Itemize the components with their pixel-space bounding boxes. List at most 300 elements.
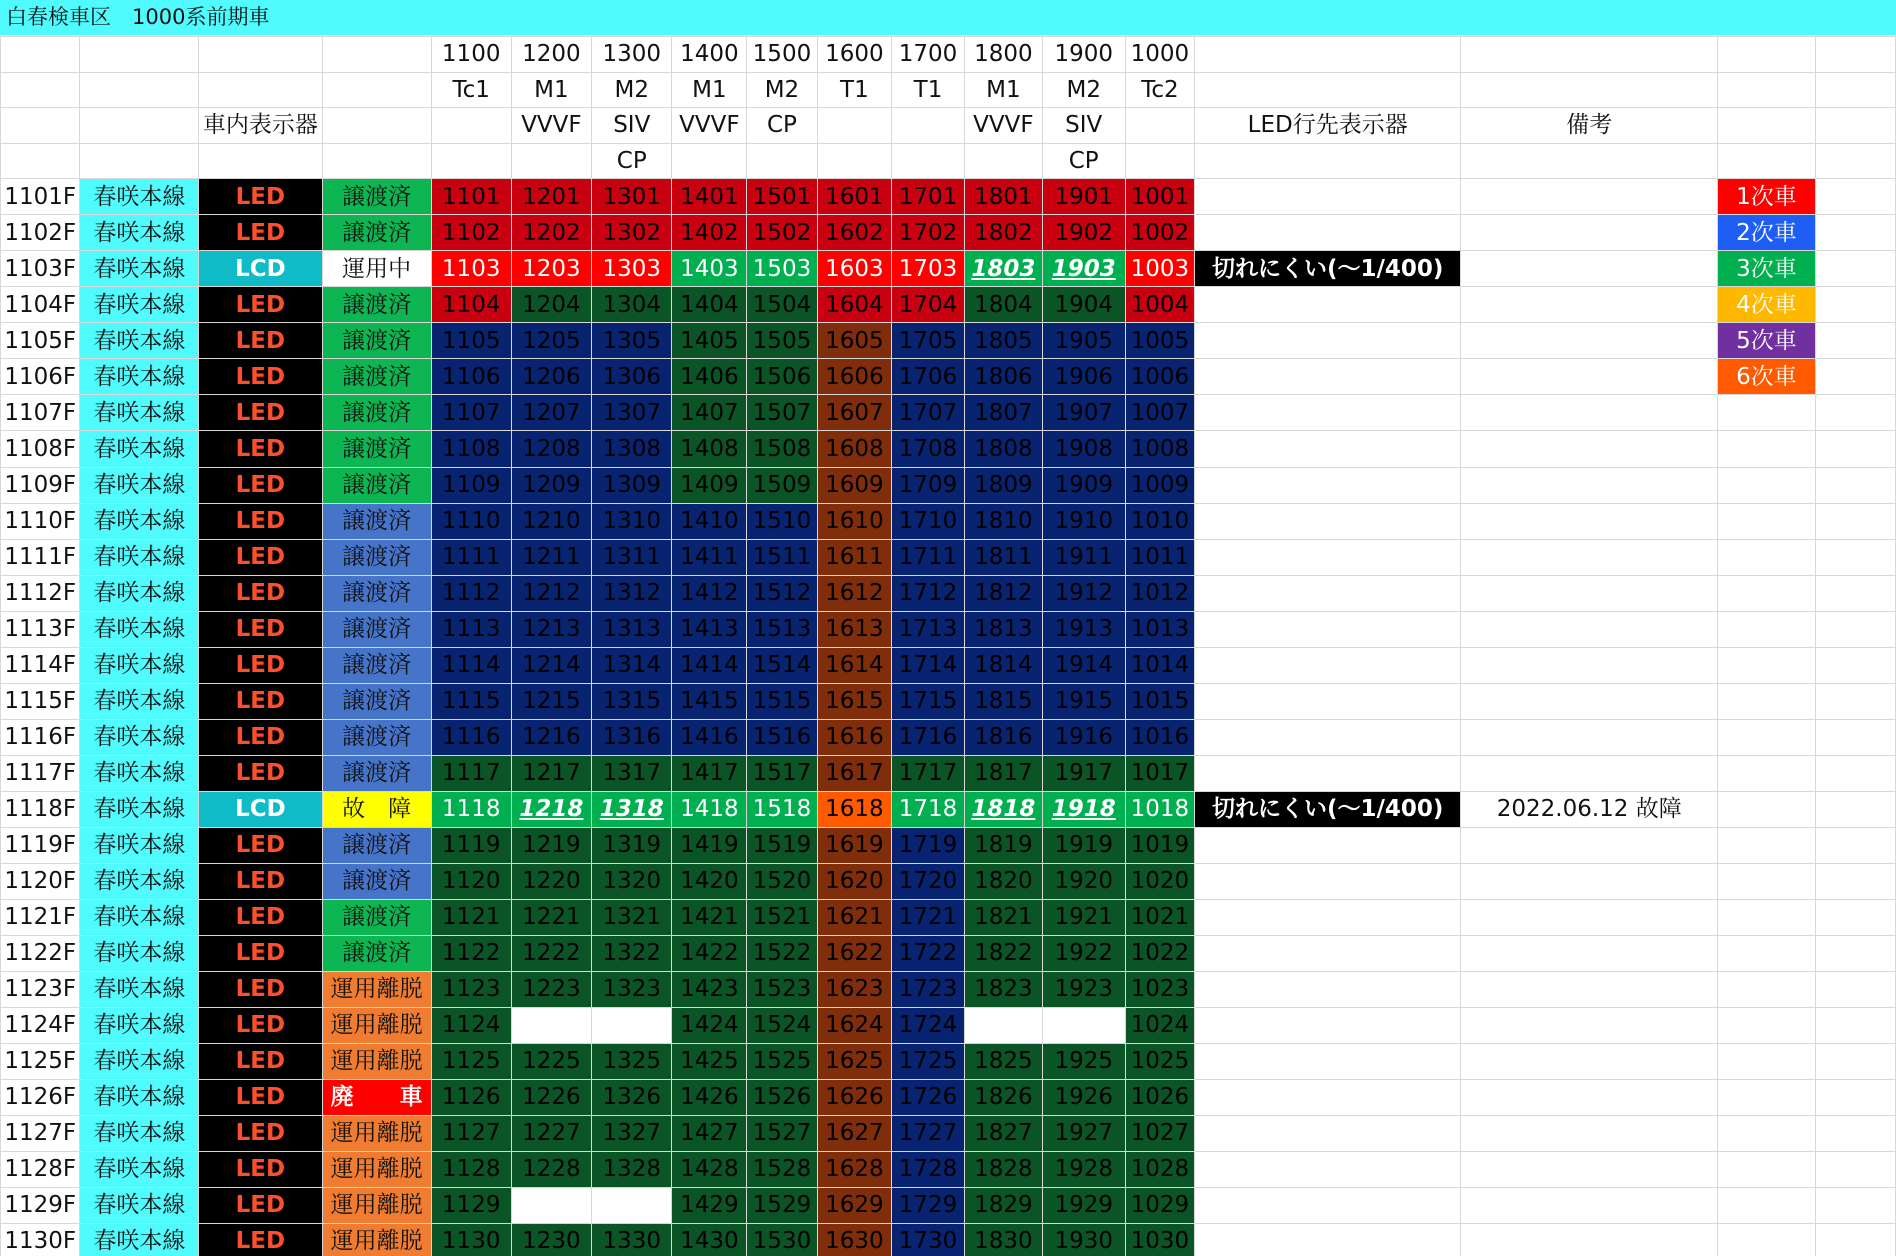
empty-cell bbox=[1815, 935, 1895, 971]
status-badge: 譲渡済 bbox=[322, 467, 431, 503]
line-name: 春咲本線 bbox=[80, 539, 199, 575]
car-number-cell: 1107 bbox=[431, 395, 511, 431]
empty-cell bbox=[1815, 1043, 1895, 1079]
display-type-badge: LED bbox=[199, 179, 322, 215]
car-number-cell: 1323 bbox=[592, 971, 672, 1007]
car-number-cell: 1704 bbox=[892, 287, 965, 323]
display-type-badge: LED bbox=[199, 575, 322, 611]
legend-empty-cell bbox=[1718, 1079, 1815, 1115]
header-empty-cell bbox=[1718, 108, 1815, 144]
car-number-cell: 1919 bbox=[1042, 827, 1125, 863]
car-number-cell: 1115 bbox=[431, 683, 511, 719]
car-number-cell: 1524 bbox=[747, 1007, 817, 1043]
car-number-cell: 1318 bbox=[592, 791, 672, 827]
line-name: 春咲本線 bbox=[80, 503, 199, 539]
car-number-cell: 1011 bbox=[1125, 539, 1195, 575]
legend-swatch: 1次車 bbox=[1718, 179, 1815, 215]
status-badge: 故 障 bbox=[322, 791, 431, 827]
car-number-cell: 1729 bbox=[892, 1187, 965, 1223]
header-car-cell: SIV bbox=[1042, 108, 1125, 144]
table-row bbox=[1, 359, 1896, 395]
car-number-cell: 1116 bbox=[431, 719, 511, 755]
legend-empty-cell bbox=[1718, 431, 1815, 467]
car-number-cell: 1716 bbox=[892, 719, 965, 755]
car-number-cell: 1206 bbox=[511, 359, 591, 395]
car-number-cell: 1816 bbox=[964, 719, 1042, 755]
header-car-cell bbox=[1125, 108, 1195, 144]
display-type-badge: LED bbox=[199, 539, 322, 575]
table-row bbox=[1, 791, 1896, 827]
header-car-cell bbox=[892, 143, 965, 179]
car-number-cell: 1709 bbox=[892, 467, 965, 503]
car-number-cell: 1126 bbox=[431, 1079, 511, 1115]
line-name: 春咲本線 bbox=[80, 215, 199, 251]
car-number-cell: 1717 bbox=[892, 755, 965, 791]
display-type-badge: LCD bbox=[199, 251, 322, 287]
legend-empty-cell bbox=[1718, 611, 1815, 647]
header-row bbox=[1, 143, 1896, 179]
car-number-cell: 1201 bbox=[511, 179, 591, 215]
header-car-cell: VVVF bbox=[964, 108, 1042, 144]
car-number-cell: 1628 bbox=[817, 1151, 891, 1187]
led-dest-note bbox=[1195, 827, 1461, 863]
remarks-note bbox=[1461, 179, 1718, 215]
car-number-cell: 1026 bbox=[1125, 1079, 1195, 1115]
car-number-cell: 1308 bbox=[592, 431, 672, 467]
car-number-cell: 1711 bbox=[892, 539, 965, 575]
line-name: 春咲本線 bbox=[80, 791, 199, 827]
car-number-cell: 1812 bbox=[964, 575, 1042, 611]
car-number-cell: 1727 bbox=[892, 1115, 965, 1151]
header-car-cell bbox=[817, 108, 891, 144]
led-dest-note bbox=[1195, 575, 1461, 611]
formation-id: 1107F bbox=[1, 395, 80, 431]
car-number-cell: 1420 bbox=[672, 863, 747, 899]
led-dest-note bbox=[1195, 647, 1461, 683]
formation-id: 1130F bbox=[1, 1223, 80, 1256]
led-dest-note bbox=[1195, 503, 1461, 539]
formation-id: 1128F bbox=[1, 1151, 80, 1187]
header-empty-cell bbox=[1195, 143, 1461, 179]
line-name: 春咲本線 bbox=[80, 1151, 199, 1187]
table-row bbox=[1, 827, 1896, 863]
car-number-cell: 1405 bbox=[672, 323, 747, 359]
car-number-cell: 1606 bbox=[817, 359, 891, 395]
remarks-note bbox=[1461, 359, 1718, 395]
header-empty-cell bbox=[80, 108, 199, 144]
car-number-cell: 1621 bbox=[817, 899, 891, 935]
line-name: 春咲本線 bbox=[80, 899, 199, 935]
table-row bbox=[1, 863, 1896, 899]
car-number-cell: 1208 bbox=[511, 431, 591, 467]
empty-cell bbox=[1815, 539, 1895, 575]
car-number-cell: 1001 bbox=[1125, 179, 1195, 215]
status-badge: 譲渡済 bbox=[322, 359, 431, 395]
line-name: 春咲本線 bbox=[80, 683, 199, 719]
formation-id: 1116F bbox=[1, 719, 80, 755]
table-row bbox=[1, 935, 1896, 971]
car-number-cell: 1104 bbox=[431, 287, 511, 323]
car-number-cell: 1609 bbox=[817, 467, 891, 503]
title-bar bbox=[0, 0, 1896, 35]
car-number-cell: 1601 bbox=[817, 179, 891, 215]
led-dest-header: LED行先表示器 bbox=[1195, 108, 1461, 144]
car-number-cell: 1527 bbox=[747, 1115, 817, 1151]
car-number-cell: 1122 bbox=[431, 935, 511, 971]
car-number-cell bbox=[592, 1187, 672, 1223]
header-empty-cell bbox=[199, 143, 322, 179]
header-car-cell: 1700 bbox=[892, 37, 965, 73]
formation-id: 1129F bbox=[1, 1187, 80, 1223]
car-number-cell: 1912 bbox=[1042, 575, 1125, 611]
line-name: 春咲本線 bbox=[80, 935, 199, 971]
header-empty-cell bbox=[1, 37, 80, 73]
car-number-cell: 1328 bbox=[592, 1151, 672, 1187]
display-type-badge: LED bbox=[199, 611, 322, 647]
legend-swatch: 6次車 bbox=[1718, 359, 1815, 395]
line-name: 春咲本線 bbox=[80, 431, 199, 467]
car-number-cell: 1519 bbox=[747, 827, 817, 863]
car-number-cell: 1827 bbox=[964, 1115, 1042, 1151]
car-number-cell: 1902 bbox=[1042, 215, 1125, 251]
car-number-cell: 1626 bbox=[817, 1079, 891, 1115]
header-car-cell: T1 bbox=[817, 72, 891, 108]
car-number-cell: 1627 bbox=[817, 1115, 891, 1151]
header-car-cell: 1500 bbox=[747, 37, 817, 73]
display-type-badge: LED bbox=[199, 1151, 322, 1187]
header-empty-cell bbox=[1195, 37, 1461, 73]
header-car-cell: SIV bbox=[592, 108, 672, 144]
car-number-cell: 1730 bbox=[892, 1223, 965, 1256]
empty-cell bbox=[1815, 287, 1895, 323]
car-number-cell: 1401 bbox=[672, 179, 747, 215]
car-number-cell: 1723 bbox=[892, 971, 965, 1007]
header-car-cell: 1800 bbox=[964, 37, 1042, 73]
car-number-cell: 1316 bbox=[592, 719, 672, 755]
formation-id: 1117F bbox=[1, 755, 80, 791]
car-number-cell: 1714 bbox=[892, 647, 965, 683]
car-number-cell: 1513 bbox=[747, 611, 817, 647]
car-number-cell: 1512 bbox=[747, 575, 817, 611]
empty-cell bbox=[1815, 1115, 1895, 1151]
car-number-cell: 1804 bbox=[964, 287, 1042, 323]
remarks-note bbox=[1461, 611, 1718, 647]
formation-id: 1121F bbox=[1, 899, 80, 935]
car-number-cell: 1327 bbox=[592, 1115, 672, 1151]
header-car-cell: CP bbox=[747, 108, 817, 144]
display-type-badge: LED bbox=[199, 215, 322, 251]
legend-empty-cell bbox=[1718, 1007, 1815, 1043]
display-type-badge: LED bbox=[199, 827, 322, 863]
table-row bbox=[1, 431, 1896, 467]
led-dest-note bbox=[1195, 539, 1461, 575]
legend-empty-cell bbox=[1718, 1187, 1815, 1223]
car-number-cell: 1501 bbox=[747, 179, 817, 215]
empty-cell bbox=[1815, 395, 1895, 431]
led-dest-note bbox=[1195, 683, 1461, 719]
car-number-cell: 1915 bbox=[1042, 683, 1125, 719]
car-number-cell: 1523 bbox=[747, 971, 817, 1007]
car-number-cell: 1124 bbox=[431, 1007, 511, 1043]
car-number-cell: 1020 bbox=[1125, 863, 1195, 899]
led-dest-note bbox=[1195, 719, 1461, 755]
car-number-cell: 1515 bbox=[747, 683, 817, 719]
car-number-cell: 1226 bbox=[511, 1079, 591, 1115]
car-number-cell: 1005 bbox=[1125, 323, 1195, 359]
car-number-cell: 1306 bbox=[592, 359, 672, 395]
line-name: 春咲本線 bbox=[80, 647, 199, 683]
line-name: 春咲本線 bbox=[80, 1007, 199, 1043]
header-car-cell: M1 bbox=[511, 72, 591, 108]
remarks-note bbox=[1461, 719, 1718, 755]
car-number-cell: 1818 bbox=[964, 791, 1042, 827]
car-number-cell: 1202 bbox=[511, 215, 591, 251]
car-number-cell: 1625 bbox=[817, 1043, 891, 1079]
car-number-cell: 1918 bbox=[1042, 791, 1125, 827]
led-dest-note bbox=[1195, 611, 1461, 647]
header-empty-cell bbox=[1815, 108, 1895, 144]
car-number-cell: 1424 bbox=[672, 1007, 747, 1043]
remarks-note bbox=[1461, 1115, 1718, 1151]
car-number-cell: 1428 bbox=[672, 1151, 747, 1187]
car-number-cell: 1929 bbox=[1042, 1187, 1125, 1223]
empty-cell bbox=[1815, 827, 1895, 863]
legend-empty-cell bbox=[1718, 575, 1815, 611]
table-row bbox=[1, 683, 1896, 719]
car-number-cell: 1809 bbox=[964, 467, 1042, 503]
display-type-badge: LED bbox=[199, 467, 322, 503]
header-car-cell bbox=[892, 108, 965, 144]
header-car-cell: T1 bbox=[892, 72, 965, 108]
header-car-cell: CP bbox=[1042, 143, 1125, 179]
formation-id: 1104F bbox=[1, 287, 80, 323]
car-number-cell: 1811 bbox=[964, 539, 1042, 575]
table-row bbox=[1, 755, 1896, 791]
status-badge: 譲渡済 bbox=[322, 575, 431, 611]
car-number-cell: 1528 bbox=[747, 1151, 817, 1187]
remarks-note bbox=[1461, 971, 1718, 1007]
car-number-cell: 1517 bbox=[747, 755, 817, 791]
car-number-cell: 1806 bbox=[964, 359, 1042, 395]
car-number-cell: 1321 bbox=[592, 899, 672, 935]
car-number-cell: 1612 bbox=[817, 575, 891, 611]
car-number-cell: 1030 bbox=[1125, 1223, 1195, 1256]
header-empty-cell bbox=[1, 108, 80, 144]
status-badge: 譲渡済 bbox=[322, 323, 431, 359]
line-name: 春咲本線 bbox=[80, 719, 199, 755]
car-number-cell: 1213 bbox=[511, 611, 591, 647]
header-car-cell: M2 bbox=[1042, 72, 1125, 108]
remarks-note bbox=[1461, 1007, 1718, 1043]
car-number-cell: 1830 bbox=[964, 1223, 1042, 1256]
empty-cell bbox=[1815, 1079, 1895, 1115]
legend-empty-cell bbox=[1718, 467, 1815, 503]
legend-swatch: 5次車 bbox=[1718, 323, 1815, 359]
remarks-note bbox=[1461, 863, 1718, 899]
car-number-cell: 1911 bbox=[1042, 539, 1125, 575]
remarks-note bbox=[1461, 755, 1718, 791]
header-car-cell bbox=[964, 143, 1042, 179]
header-empty-cell bbox=[322, 37, 431, 73]
line-name: 春咲本線 bbox=[80, 1187, 199, 1223]
legend-empty-cell bbox=[1718, 1115, 1815, 1151]
empty-cell bbox=[1815, 575, 1895, 611]
status-badge: 運用離脱 bbox=[322, 971, 431, 1007]
table-row bbox=[1, 467, 1896, 503]
line-name: 春咲本線 bbox=[80, 971, 199, 1007]
remarks-note bbox=[1461, 467, 1718, 503]
car-number-cell: 1025 bbox=[1125, 1043, 1195, 1079]
formation-id: 1105F bbox=[1, 323, 80, 359]
empty-cell bbox=[1815, 755, 1895, 791]
car-number-cell: 1506 bbox=[747, 359, 817, 395]
line-name: 春咲本線 bbox=[80, 251, 199, 287]
car-number-cell: 1219 bbox=[511, 827, 591, 863]
in-car-display-header: 車内表示器 bbox=[199, 108, 322, 144]
car-number-cell: 1503 bbox=[747, 251, 817, 287]
empty-cell bbox=[1815, 1007, 1895, 1043]
car-number-cell: 1422 bbox=[672, 935, 747, 971]
car-number-cell: 1114 bbox=[431, 647, 511, 683]
car-number-cell: 1223 bbox=[511, 971, 591, 1007]
car-number-cell: 1907 bbox=[1042, 395, 1125, 431]
empty-cell bbox=[1815, 683, 1895, 719]
legend-empty-cell bbox=[1718, 1043, 1815, 1079]
car-number-cell: 1313 bbox=[592, 611, 672, 647]
formation-id: 1114F bbox=[1, 647, 80, 683]
car-number-cell: 1930 bbox=[1042, 1223, 1125, 1256]
header-empty-cell bbox=[1, 72, 80, 108]
display-type-badge: LED bbox=[199, 431, 322, 467]
formation-id: 1112F bbox=[1, 575, 80, 611]
car-number-cell: 1303 bbox=[592, 251, 672, 287]
led-dest-note bbox=[1195, 431, 1461, 467]
header-car-cell: 1600 bbox=[817, 37, 891, 73]
car-number-cell: 1204 bbox=[511, 287, 591, 323]
header-car-cell bbox=[511, 143, 591, 179]
status-badge: 譲渡済 bbox=[322, 431, 431, 467]
car-number-cell: 1125 bbox=[431, 1043, 511, 1079]
remarks-header: 備考 bbox=[1461, 108, 1718, 144]
car-number-cell: 1207 bbox=[511, 395, 591, 431]
car-number-cell: 1624 bbox=[817, 1007, 891, 1043]
line-name: 春咲本線 bbox=[80, 467, 199, 503]
car-number-cell: 1602 bbox=[817, 215, 891, 251]
led-dest-note bbox=[1195, 935, 1461, 971]
car-number-cell: 1622 bbox=[817, 935, 891, 971]
table-row bbox=[1, 215, 1896, 251]
table-row bbox=[1, 1007, 1896, 1043]
header-row bbox=[1, 72, 1896, 108]
table-row bbox=[1, 971, 1896, 1007]
car-number-cell: 1101 bbox=[431, 179, 511, 215]
remarks-note bbox=[1461, 503, 1718, 539]
car-number-cell: 1802 bbox=[964, 215, 1042, 251]
car-number-cell: 1209 bbox=[511, 467, 591, 503]
car-number-cell: 1216 bbox=[511, 719, 591, 755]
car-number-cell: 1407 bbox=[672, 395, 747, 431]
car-number-cell: 1530 bbox=[747, 1223, 817, 1256]
car-number-cell: 1725 bbox=[892, 1043, 965, 1079]
car-number-cell: 1212 bbox=[511, 575, 591, 611]
display-type-badge: LED bbox=[199, 1079, 322, 1115]
led-dest-note bbox=[1195, 467, 1461, 503]
car-number-cell: 1507 bbox=[747, 395, 817, 431]
car-number-cell bbox=[1042, 1007, 1125, 1043]
car-number-cell: 1217 bbox=[511, 755, 591, 791]
remarks-note bbox=[1461, 1223, 1718, 1256]
car-number-cell: 1302 bbox=[592, 215, 672, 251]
car-number-cell: 1228 bbox=[511, 1151, 591, 1187]
table-row bbox=[1, 1043, 1896, 1079]
led-dest-note bbox=[1195, 1115, 1461, 1151]
car-number-cell: 1822 bbox=[964, 935, 1042, 971]
display-type-badge: LED bbox=[199, 1187, 322, 1223]
status-badge: 譲渡済 bbox=[322, 683, 431, 719]
car-number-cell bbox=[511, 1007, 591, 1043]
car-number-cell: 1421 bbox=[672, 899, 747, 935]
header-car-cell: M1 bbox=[964, 72, 1042, 108]
car-number-cell: 1019 bbox=[1125, 827, 1195, 863]
formation-id: 1113F bbox=[1, 611, 80, 647]
header-empty-cell bbox=[199, 72, 322, 108]
car-number-cell: 1225 bbox=[511, 1043, 591, 1079]
led-dest-note bbox=[1195, 323, 1461, 359]
header-empty-cell bbox=[1195, 72, 1461, 108]
status-badge: 譲渡済 bbox=[322, 179, 431, 215]
legend-swatch: 3次車 bbox=[1718, 251, 1815, 287]
car-number-cell: 1330 bbox=[592, 1223, 672, 1256]
led-dest-note: 切れにくい(〜1/400) bbox=[1195, 251, 1461, 287]
car-number-cell: 1205 bbox=[511, 323, 591, 359]
car-number-cell: 1923 bbox=[1042, 971, 1125, 1007]
car-number-cell: 1614 bbox=[817, 647, 891, 683]
car-number-cell: 1215 bbox=[511, 683, 591, 719]
table-row bbox=[1, 647, 1896, 683]
status-badge: 運用中 bbox=[322, 251, 431, 287]
formation-id: 1120F bbox=[1, 863, 80, 899]
car-number-cell: 1312 bbox=[592, 575, 672, 611]
car-number-cell: 1904 bbox=[1042, 287, 1125, 323]
status-badge: 譲渡済 bbox=[322, 539, 431, 575]
car-number-cell: 1526 bbox=[747, 1079, 817, 1115]
empty-cell bbox=[1815, 251, 1895, 287]
empty-cell bbox=[1815, 719, 1895, 755]
table-row bbox=[1, 1079, 1896, 1115]
car-number-cell: 1623 bbox=[817, 971, 891, 1007]
header-empty-cell bbox=[1, 143, 80, 179]
car-number-cell: 1412 bbox=[672, 575, 747, 611]
display-type-badge: LED bbox=[199, 719, 322, 755]
car-number-cell: 1610 bbox=[817, 503, 891, 539]
car-number-cell: 1629 bbox=[817, 1187, 891, 1223]
led-dest-note bbox=[1195, 287, 1461, 323]
car-number-cell: 1807 bbox=[964, 395, 1042, 431]
line-name: 春咲本線 bbox=[80, 1043, 199, 1079]
formation-id: 1127F bbox=[1, 1115, 80, 1151]
car-number-cell: 1605 bbox=[817, 323, 891, 359]
car-number-cell: 1920 bbox=[1042, 863, 1125, 899]
car-number-cell: 1617 bbox=[817, 755, 891, 791]
table-row bbox=[1, 719, 1896, 755]
car-number-cell: 1430 bbox=[672, 1223, 747, 1256]
led-dest-note bbox=[1195, 359, 1461, 395]
car-number-cell: 1922 bbox=[1042, 935, 1125, 971]
car-number-cell: 1317 bbox=[592, 755, 672, 791]
car-number-cell: 1403 bbox=[672, 251, 747, 287]
header-car-cell: VVVF bbox=[511, 108, 591, 144]
status-badge: 運用離脱 bbox=[322, 1187, 431, 1223]
